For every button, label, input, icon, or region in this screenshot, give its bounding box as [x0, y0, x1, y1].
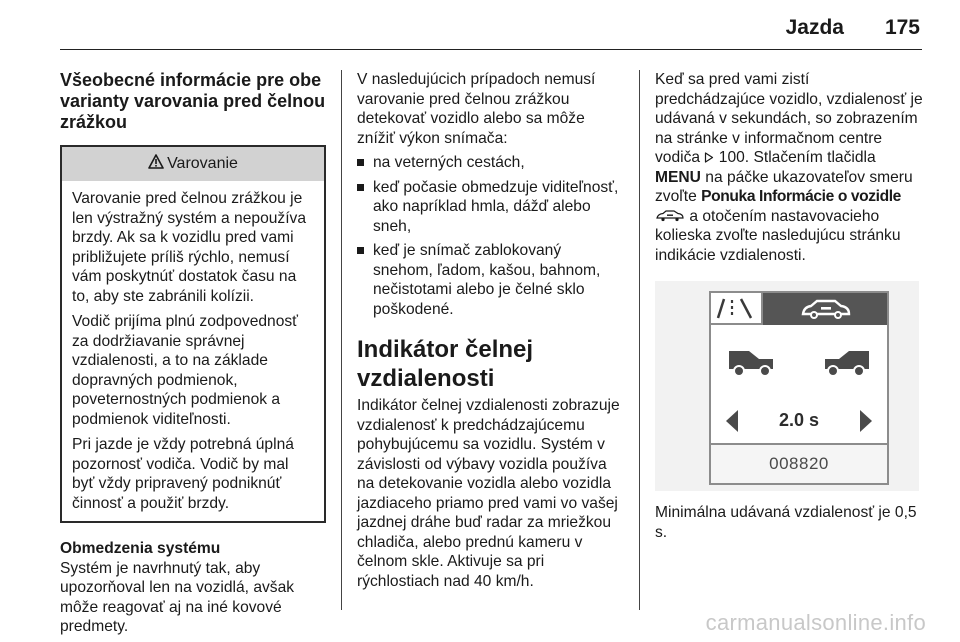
- page-reference-arrow-icon: [704, 149, 718, 166]
- bullet-square-icon: [357, 159, 364, 166]
- warning-header: [62, 147, 324, 181]
- vehicle-ahead-rear-icon: [725, 339, 777, 385]
- list-item: keď počasie obmedzuje viditeľnosť, ako napríklad hmla, dážď alebo sneh,: [357, 178, 625, 237]
- arrow-right-icon: [859, 409, 873, 439]
- column-divider: [341, 70, 342, 610]
- column-divider: [639, 70, 640, 610]
- body-paragraph: Keď sa pred vami zistí predchádzajúce vozidlo, vzdialenosť je udávaná v sekundách, so zobrazením na stránke v informačnom centre vodiča 100. Stlačením tlačidla MENU na páčke ukazovateľov smeru zvoľte Ponuka Informácie o vozidle a otočením nastavovacieho kolieska zvoľte nasledujúcu stránku indikácie vzdialenosti.: [655, 71, 923, 264]
- warning-paragraph: Vodič prijíma plnú zodpovednosť za dodržiavanie správnej vzdialenosti, a to na základe dopravných podmienok, poveternostných podmienok a podmienok viditeľnosti.: [72, 313, 299, 428]
- page-number: 175: [884, 16, 920, 39]
- bullet-list: [357, 153, 625, 319]
- section-title: Jazda: [785, 16, 844, 39]
- bullet-square-icon: [357, 247, 364, 254]
- section-heading: Indikátor čelnej vzdialenosti: [357, 336, 534, 392]
- watermark: carmanualsonline.info: [705, 610, 926, 635]
- odometer-readout: 008820: [711, 443, 887, 483]
- warning-paragraph: Pri jazde je vždy potrebná úplná pozornosť vodiča. Vodič by mal byť vždy pripravený podniknúť činnosť a použiť brzdy.: [72, 436, 294, 512]
- page-header: [60, 14, 922, 50]
- column-3: [655, 70, 923, 542]
- figure-caption: Minimálna udávaná vzdialenosť je 0,5 s.: [655, 504, 917, 541]
- distance-value: 2.0 s: [778, 410, 820, 430]
- section-heading: Všeobecné informácie pre obe varianty varovania pred čelnou zrážkou: [60, 70, 326, 132]
- subheading: Obmedzenia systému: [60, 540, 221, 557]
- column-2: [357, 70, 625, 591]
- vehicle-info-icon: [655, 208, 689, 225]
- body-paragraph: Systém je navrhnutý tak, aby upozorňoval len na vozidlá, avšak môže reagovať aj na iné kovové predmety.: [60, 559, 295, 635]
- display-illustration: [655, 281, 919, 491]
- display-top-bar: [711, 293, 887, 325]
- page-reference: 100.: [718, 149, 750, 166]
- menu-item-label: Ponuka Informácie o vozidle: [701, 188, 901, 205]
- warning-body: [62, 181, 324, 521]
- driver-info-display: [709, 291, 889, 485]
- column-1: [60, 70, 326, 637]
- bullet-square-icon: [357, 184, 364, 191]
- body-paragraph: V nasledujúcich prípadoch nemusí varovanie pred čelnou zrážkou detekovať vozidlo alebo sa môže znížiť výkon snímača:: [357, 71, 596, 147]
- warning-triangle-icon: [148, 154, 164, 175]
- lane-markings-icon: [711, 293, 763, 325]
- list-item: keď je snímač zablokovaný snehom, ľadom, kašou, bahnom, nečistotami alebo je čelné sklo poškodené.: [357, 241, 625, 319]
- menu-button-label: MENU: [655, 168, 701, 186]
- body-paragraph: Indikátor čelnej vzdialenosti zobrazuje vzdialenosť k predchádzajúcemu pohybujúcemu sa vozidlu. Systém v závislosti od výbavy vozidla používa na detekovanie vozidla alebo vozidla jazdiaceho priamo pred vami vo vašej jazdnej dráhe buď radar za mriežkou chladiča, alebo prednú kameru v čelnom skle. Aktivuje sa pri rýchlostiach nad 40 km/h.: [357, 397, 620, 590]
- vehicle-front-icon: [821, 339, 873, 385]
- warning-box: [60, 145, 326, 523]
- list-item: na veterných cestách,: [357, 153, 625, 173]
- warning-paragraph: Varovanie pred čelnou zrážkou je len výstražný systém a nepoužíva brzdy. Ak sa k vozidlu pred vami približujete príliš rýchlo, nemusí vám poskytnúť dostatok času na to, aby ste zabránili kolízii.: [72, 190, 307, 305]
- warning-title: Varovanie: [167, 155, 238, 173]
- vehicle-info-icon: [763, 293, 887, 325]
